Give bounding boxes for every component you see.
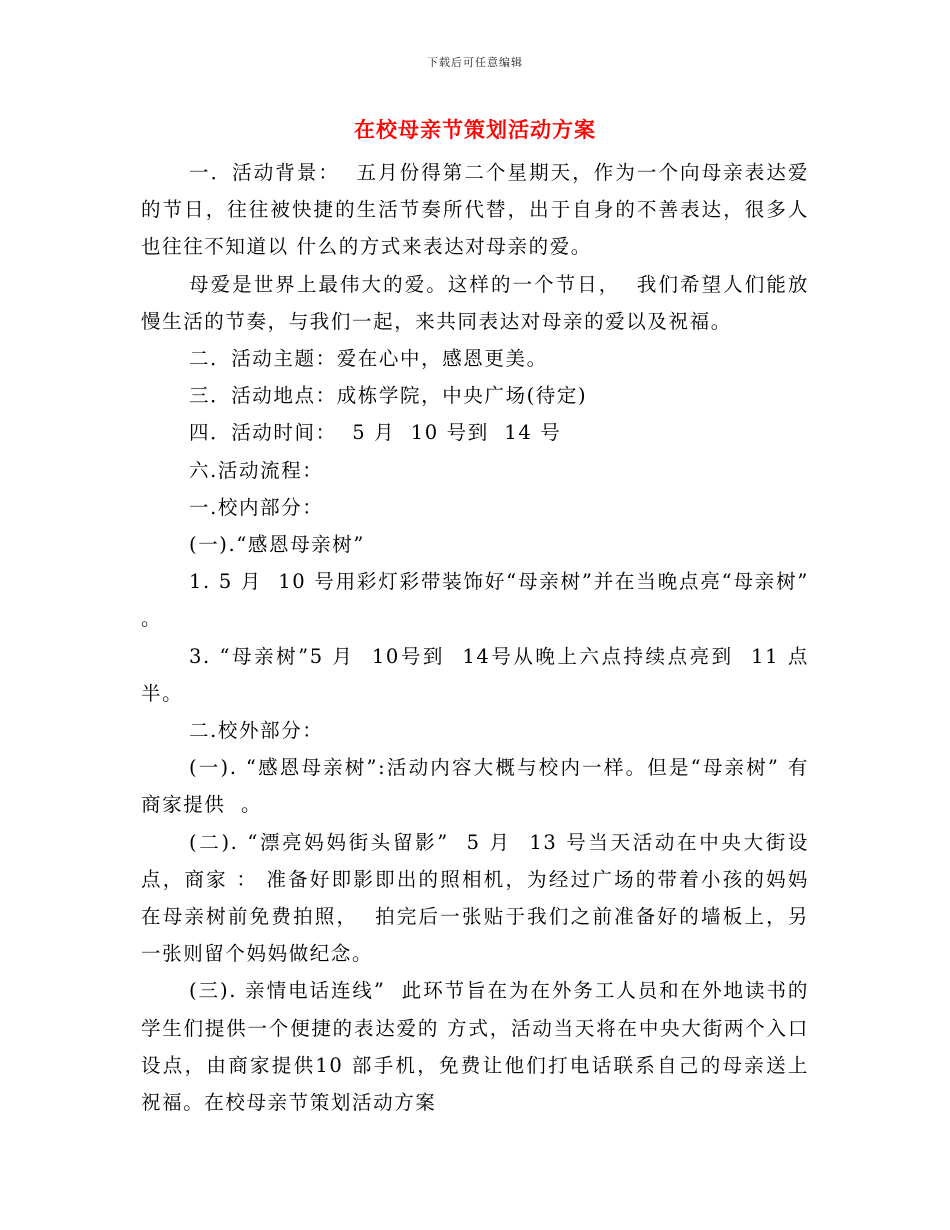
document-title: 在校母亲节策划活动方案 [354,117,596,142]
document-body [141,154,817,1121]
paragraph-off-campus-heading: 二.校外部分： [189,719,324,743]
paragraph-phone-call: (三). 亲情电话连线” 此环节旨在为在外务工人员和在外地读书的学生们提供一个便捷的表达爱的 方式，活动当天将在中央大街两个入口设点，由商家提供10 部手机，免费让他们打电话联系自己的母亲送上祝福。在校母亲节策划活动方案 [141,979,809,1115]
paragraph-process-heading: 六.活动流程： [189,458,324,482]
paragraph-item-3: 3. “母亲树”5 月 10号到 14号从晚上六点持续点亮到 11 点半。 [141,644,809,705]
paragraph-time: 四．活动时间： 5 月 10 号到 14 号 [189,421,562,445]
paragraph-on-campus-heading: 一.校内部分： [189,495,324,519]
paragraph-theme: 二．活动主题：爱在心中，感恩更美。 [189,347,548,371]
header-note: 下载后可任意编辑 [427,56,523,69]
paragraph-item-1: 1. 5 月 10 号用彩灯彩带装饰好“母亲树”并在当晚点亮“母亲树” 。 [141,570,817,631]
paragraph-off-campus-tree: (一). “感恩母亲树”:活动内容大概与校内一样。但是“母亲树” 有商家提供 。 [141,756,809,817]
paragraph-street-photo: (二). “漂亮妈妈街头留影” 5 月 13 号当天活动在中央大街设点，商家 ： 准备好即影即出的照相机，为经过广场的带着小孩的妈妈在母亲树前免费拍照， 拍完后一张贴于我们之前准备好的墙板上，另一张则留个妈妈做纪念。 [141,830,809,966]
paragraph-location: 三．活动地点：成栋学院，中央广场(待定) [189,384,588,408]
paragraph-motherly-love: 母爱是世界上最伟大的爱。这样的一个节日， 我们希望人们能放慢生活的节奏，与我们一起，来共同表达对母亲的爱以及祝福。 [141,272,809,333]
paragraph-gratitude-tree-heading: (一).“感恩母亲树” [189,533,365,557]
paragraph-background: 一．活动背景： 五月份得第二个星期天，作为一个向母亲表达爱的节日，往往被快捷的生活节奏所代替，出于自身的不善表达，很多人也往往不知道以 什么的方式来表达对母亲的爱。 [141,161,809,259]
